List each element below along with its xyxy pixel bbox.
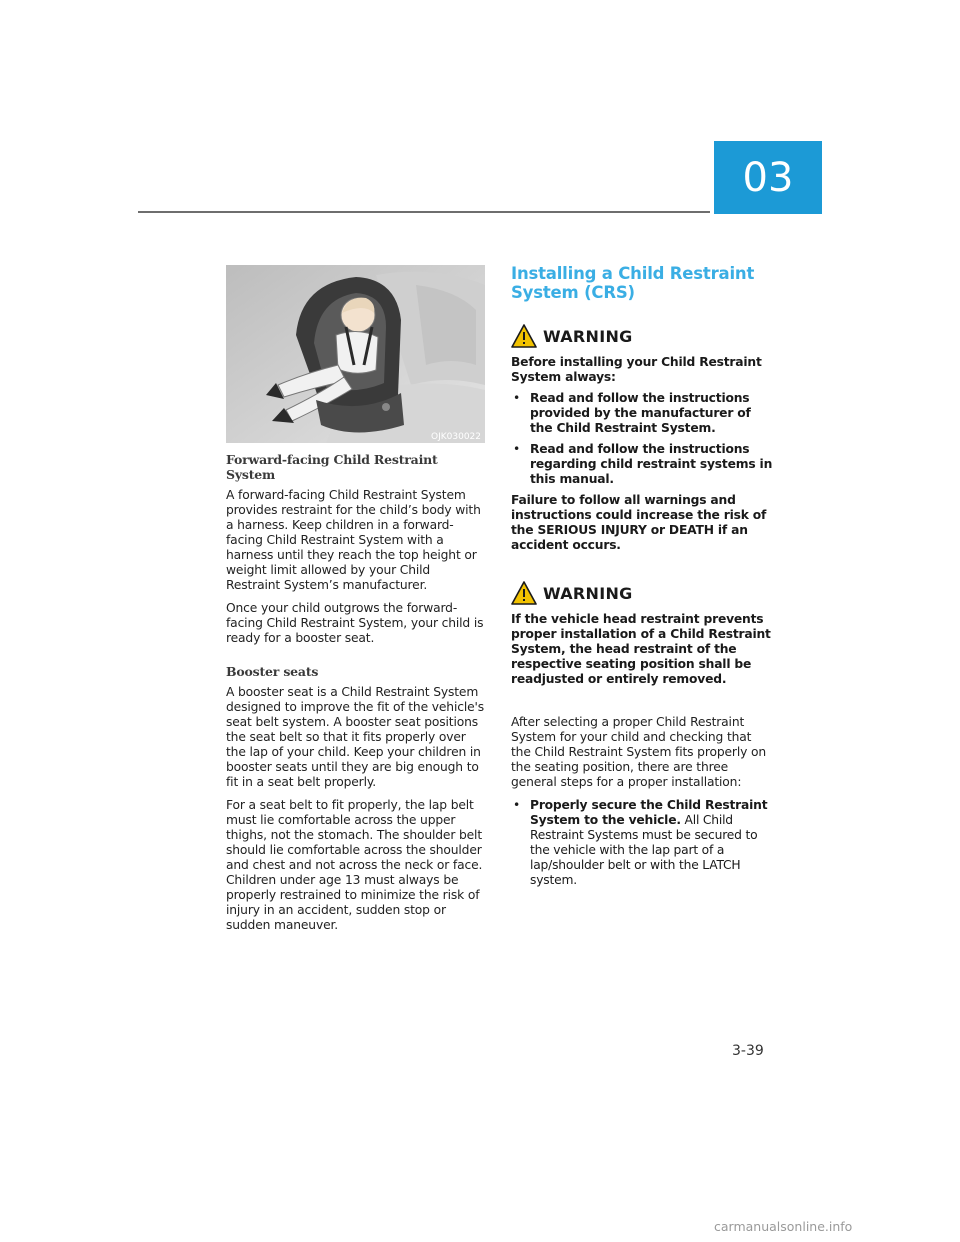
step-text: All Child Restraint Systems must be secured to the vehicle with the lap part of a lap/shoulder belt or with the LATCH system. (530, 813, 758, 887)
heading-forward-facing: Forward-facing Child Restraint System (226, 452, 438, 482)
page-number: 3-39 (732, 1043, 764, 1059)
warning-triangle-icon (511, 324, 537, 348)
steps-list (511, 798, 773, 888)
right-column (511, 264, 773, 894)
header-rule (138, 211, 710, 213)
left-column (226, 452, 486, 941)
paragraph: A forward-facing Child Restraint System provides restraint for the child’s body with a harness. Keep children in a forward-facing Child Restraint System with a harness until they reach the top height or weight limit allowed by your Child Restraint System’s manufacturer. (226, 488, 481, 592)
warning-label: WARNING (543, 326, 633, 346)
step-bold: Properly secure the Child Restraint System to the vehicle. (530, 798, 768, 827)
paragraph: A booster seat is a Child Restraint System designed to improve the fit of the vehicle's seat belt system. A booster seat positions the seat belt so that it fits properly over the lap of your child. Keep your children in booster seats until they are big enough to fit in a seat belt properly. (226, 685, 484, 789)
child-seat-drawing (226, 265, 485, 443)
child-seat-illustration (226, 265, 485, 443)
list-item: • Read and follow the instructions regarding child restraint systems in this manual. (511, 442, 773, 487)
warning-outro: Failure to follow all warnings and instructions could increase the risk of the SERIOUS INJURY or DEATH if an accident occurs. (511, 493, 767, 552)
warning-heading (511, 324, 773, 348)
list-item (511, 798, 773, 888)
list-item: • Read and follow the instructions provided by the manufacturer of the Child Restraint System. (511, 391, 773, 436)
chapter-tab (714, 141, 822, 214)
figure-code: OJK030022 (431, 432, 481, 442)
warning-triangle-icon (511, 581, 537, 605)
warning-label: WARNING (543, 583, 633, 603)
paragraph: Once your child outgrows the forward-facing Child Restraint System, your child is ready for a booster seat. (226, 601, 484, 645)
paragraph: For a seat belt to fit properly, the lap belt must lie comfortable across the upper thighs, not the stomach. The shoulder belt should lie comfortable across the shoulder and chest and not across the neck or face. Children under age 13 must always be properly restrained to minimize the risk of injury in an accident, sudden stop or sudden maneuver. (226, 798, 483, 932)
warning-intro: Before installing your Child Restraint System always: (511, 355, 762, 384)
heading-booster-seats: Booster seats (226, 664, 319, 679)
warning-text: If the vehicle head restraint prevents proper installation of a Child Restraint System, the head restraint of the respective seating position shall be readjusted or entirely removed. (511, 612, 771, 686)
paragraph: After selecting a proper Child Restraint System for your child and checking that the Child Restraint System fits properly on the seating position, there are three general steps for a proper installation: (511, 715, 766, 789)
watermark: carmanualsonline.info (714, 1219, 853, 1234)
warning-heading (511, 581, 773, 605)
warning-list (511, 391, 773, 487)
section-title: Installing a Child Restraint System (CRS) (511, 264, 755, 302)
chapter-number: 03 (742, 154, 794, 201)
